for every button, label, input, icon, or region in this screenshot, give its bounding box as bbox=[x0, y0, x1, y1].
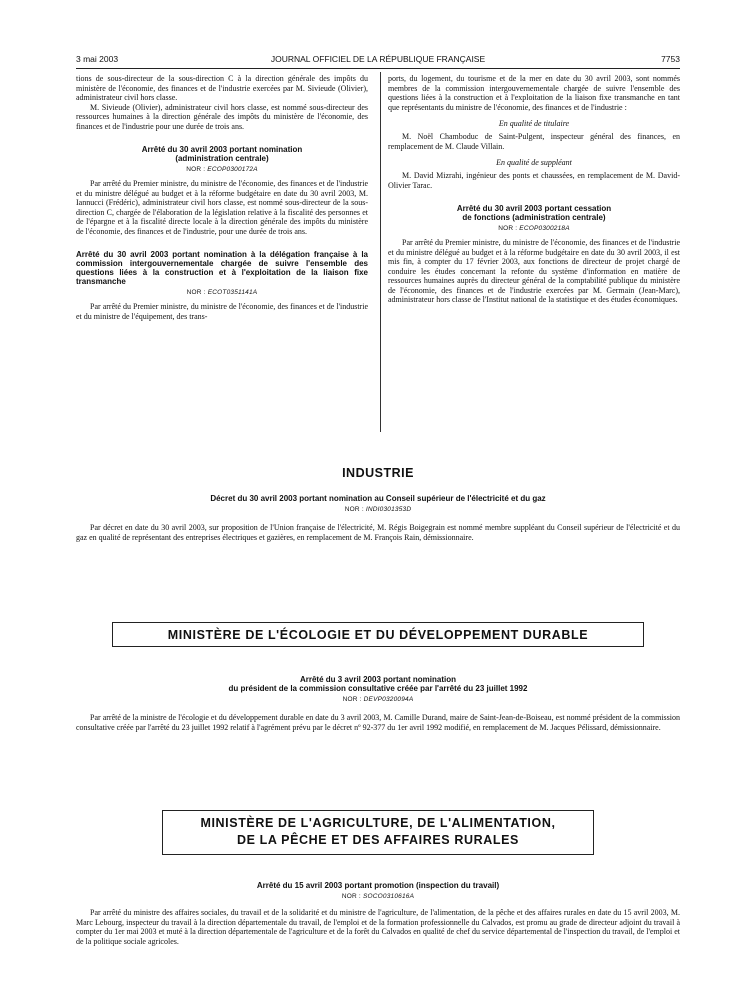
decree-title: (administration centrale) bbox=[175, 154, 269, 163]
decree-body: Par arrêté de la ministre de l'écologie et du développement durable en date du 3 avril 2003, M. Camille Durand, maire de Saint-Jean-de-Boiseau, est nommé président de la commission consultative créée par l'arrêté du 23 juillet 1992 relatif à l'agrément prévu par le décret nº 92-377 du 1er avril 1992 modifié, en remplacement de M. Jacques Pélissard, démissionnaire. bbox=[76, 713, 680, 732]
section-heading: MINISTÈRE DE L'AGRICULTURE, DE L'ALIMENTATION, bbox=[200, 816, 556, 830]
decree-title: Arrêté du 3 avril 2003 portant nomination bbox=[299, 675, 457, 684]
nor-reference: NOR : ECOP0300218A bbox=[498, 225, 570, 232]
header-journal-title: JOURNAL OFFICIEL DE LA RÉPUBLIQUE FRANÇAISE bbox=[270, 54, 486, 64]
decree-body: Par arrêté du Premier ministre, du ministre de l'économie, des finances et de l'industrie et du ministre délégué au budget et à la réforme budgétaire en date du 30 avril 2003, M. Iannucci (Frédéric), administrateur civil hors classe, est nommé sous-directeur de la sous-direction C, chargée de l'élaboration de la législation relative à la fiscalité des personnes et de l'épargne et à la fiscalité directe locale à la direction générale des impôts du ministère de l'économie, des finances et de l'industrie, pour une durée de trois ans. bbox=[76, 179, 368, 236]
decree-body: Par décret en date du 30 avril 2003, sur proposition de l'Union française de l'électricité, M. Régis Boigegrain est nommé membre suppléant du Conseil supérieur de l'électricité et du gaz en qualité de représentant des entreprises électriques et gazières, en remplacement de M. François Rain, démissionnaire. bbox=[76, 523, 680, 542]
nor-reference: NOR : SOCO0310616A bbox=[341, 893, 415, 900]
paragraph: ports, du logement, du tourisme et de la mer en date du 30 avril 2003, sont nommés membres de la commission intergouvernementale chargée de suivre l'ensemble des questions liées à la construction et à l'exploitation de la liaison fixe transmanche en tant que représentants du ministre de l'économie, des finances et de l'industrie : bbox=[388, 74, 680, 112]
section-heading: DE LA PÊCHE ET DES AFFAIRES RURALES bbox=[237, 833, 519, 847]
nor-reference: NOR : DEVP0320094A bbox=[342, 696, 414, 703]
qualite-label: En qualité de suppléant bbox=[496, 158, 572, 167]
decree-body: Par arrêté du ministre des affaires sociales, du travail et de la solidarité et du ministre de l'agriculture, de l'alimentation, de la pêche et des affaires rurales en date du 15 avril 2003, M. Marc Lebourg, inspecteur du travail à la direction départementale du travail, de l'emploi et de la formation professionnelle du Calvados, est promu au grade de directeur adjoint du travail à compter du 1er mai 2003 et muté à la direction départementale de l'agriculture et de la forêt du Calvados en qualité de chef du service départemental de l'inspection du travail, de l'emploi et de la politique sociale agricoles. bbox=[76, 908, 680, 946]
header-rule bbox=[76, 68, 680, 69]
ministry-heading-box bbox=[162, 810, 594, 855]
section-agriculture bbox=[76, 810, 680, 946]
section-heading: INDUSTRIE bbox=[342, 466, 414, 480]
decree-title: Décret du 30 avril 2003 portant nomination au Conseil supérieur de l'électricité et du gaz bbox=[210, 494, 546, 503]
decree-title: Arrêté du 30 avril 2003 portant cessation bbox=[456, 204, 612, 213]
paragraph: tions de sous-directeur de la sous-direction C à la direction générale des impôts du ministère de l'économie, des finances et de l'industrie exercées par M. Sivieude (Olivier), administrateur civil hors classe. bbox=[76, 74, 368, 102]
decree-title: de fonctions (administration centrale) bbox=[462, 213, 606, 222]
nor-reference: NOR : INDI0301353D bbox=[344, 506, 412, 513]
decree-body: Par arrêté du Premier ministre, du ministre de l'économie, des finances et de l'industrie et du ministre délégué au budget et à la réforme budgétaire en date du 30 avril 2003, il est mis fin, à compter du 17 février 2003, aux fonctions de directeur de projet chargé de conduire les études concernant la refonte du système d'information en matière de ressources humaines auprès du directeur général de la comptabilité publique du ministère de l'économie, des finances et de l'industrie exercées par M. Germain (Jean-Marc), administrateur hors classe de l'Institut national de la statistique et des études économiques. bbox=[388, 238, 680, 304]
left-column bbox=[76, 74, 368, 321]
section-heading: MINISTÈRE DE L'ÉCOLOGIE ET DU DÉVELOPPEMENT DURABLE bbox=[167, 628, 589, 642]
decree-title: Arrêté du 15 avril 2003 portant promotion (inspection du travail) bbox=[256, 881, 500, 890]
right-column bbox=[388, 74, 680, 305]
paragraph: M. Noël Chamboduc de Saint-Pulgent, inspecteur général des finances, en remplacement de M. Claude Villain. bbox=[388, 132, 680, 151]
paragraph: M. Sivieude (Olivier), administrateur civil hors classe, est nommé sous-directeur des ressources humaines à la direction générale des impôts du ministère de l'économie, des finances et de l'industrie pour une durée de trois ans. bbox=[76, 102, 368, 131]
ministry-heading-box bbox=[112, 622, 644, 647]
section-industrie bbox=[76, 466, 680, 542]
decree-title: du président de la commission consultative créée par l'arrêté du 23 juillet 1992 bbox=[228, 684, 528, 693]
decree-title: Arrêté du 30 avril 2003 portant nomination bbox=[141, 145, 303, 154]
decree-title: Arrêté du 30 avril 2003 portant nomination à la délégation française à la commission intergouvernementale chargée de suivre l'ensemble des questions liées à la construction et à l'exploitation de la liaison fixe transmanche bbox=[76, 250, 368, 286]
page-header bbox=[76, 54, 680, 68]
header-page-number: 7753 bbox=[661, 54, 680, 64]
column-divider bbox=[380, 72, 381, 432]
qualite-label: En qualité de titulaire bbox=[498, 119, 570, 128]
decree-body: Par arrêté du Premier ministre, du ministre de l'économie, des finances et de l'industrie et du ministre de l'équipement, des trans- bbox=[76, 302, 368, 321]
paragraph: M. David Mizrahi, ingénieur des ponts et chaussées, en remplacement de M. David-Olivier Tarac. bbox=[388, 171, 680, 190]
nor-reference: NOR : ECOP0300172A bbox=[186, 166, 258, 173]
header-date: 3 mai 2003 bbox=[76, 54, 119, 64]
nor-reference: NOR : ECOT0351141A bbox=[186, 289, 258, 296]
section-ecologie bbox=[76, 622, 680, 732]
